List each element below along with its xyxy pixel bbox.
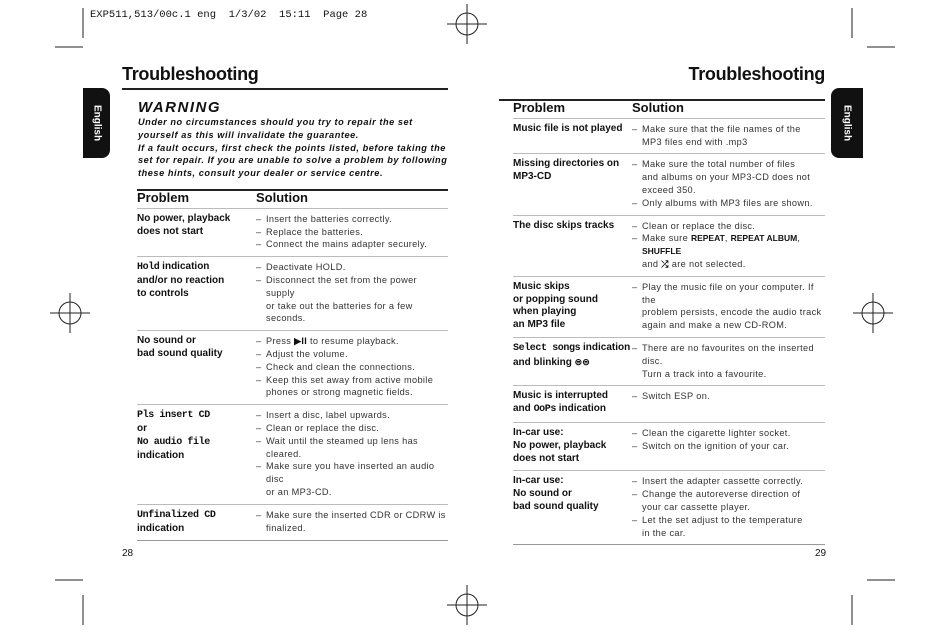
solution-item	[632, 158, 825, 196]
problem-cell	[137, 409, 256, 499]
problem-line	[513, 220, 632, 233]
table-header	[513, 101, 825, 118]
title-rule-left	[122, 88, 448, 90]
solution-line: Switch ESP on.	[642, 391, 711, 402]
solution-line: Turn a track into a favourite.	[642, 368, 767, 379]
text-segment: and/or no reaction	[137, 274, 225, 286]
table-header	[137, 191, 448, 208]
language-tab-right	[831, 88, 863, 158]
solution-item	[256, 422, 448, 435]
language-tab-left	[83, 88, 110, 158]
page-title-left: Troubleshooting	[122, 64, 259, 84]
text-segment: does not start	[513, 452, 580, 464]
table-row	[513, 215, 825, 276]
text-segment: ,	[797, 233, 801, 244]
solution-cell	[632, 390, 825, 417]
dash-bullet: –	[256, 461, 262, 472]
solution-item	[256, 261, 448, 274]
display-text: Hold	[137, 262, 160, 274]
problem-cell	[513, 390, 632, 417]
dash-bullet: –	[632, 489, 638, 500]
table-row	[137, 256, 448, 330]
solution-item	[632, 123, 825, 149]
solution-item	[256, 509, 448, 535]
solution-line: Connect the mains adapter securely.	[266, 239, 428, 250]
page-title-right: Troubleshooting	[688, 64, 825, 84]
text-segment: to controls	[137, 287, 189, 299]
solution-line: Play the music file on your computer. If the	[642, 281, 814, 305]
header-problem-label: Problem	[137, 190, 190, 205]
problem-line	[513, 319, 632, 332]
problem-line	[137, 450, 256, 463]
table-row	[513, 118, 825, 154]
text-segment: No power, playback	[137, 212, 231, 224]
solution-line: Clean the cigarette lighter socket.	[642, 427, 791, 438]
dash-bullet: –	[632, 342, 638, 353]
text-segment: In-car use:	[513, 475, 564, 487]
display-text: Unfinalized CD	[137, 509, 216, 521]
text-segment: Music file is not played	[513, 122, 623, 134]
dash-bullet: –	[256, 262, 262, 273]
solution-item	[256, 374, 448, 400]
problem-cell	[513, 427, 632, 465]
text-segment: are not selected.	[668, 258, 746, 269]
problem-cell	[513, 281, 632, 332]
table-rule-extension	[499, 99, 513, 101]
header-solution-label: Solution	[256, 190, 308, 205]
solution-item	[632, 440, 825, 453]
solution-line: Only albums with MP3 files are shown.	[642, 197, 813, 208]
solution-item	[632, 220, 825, 233]
table-row	[137, 330, 448, 404]
dash-bullet: –	[632, 197, 638, 208]
solution-item	[632, 197, 825, 210]
text-segment: indication	[137, 449, 185, 461]
problem-line	[137, 335, 256, 348]
header-problem	[137, 192, 256, 205]
troubleshooting-table-left	[137, 189, 448, 541]
solution-line: Switch on the ignition of your car.	[642, 440, 790, 451]
solution-line: Insert a disc, label upwards.	[266, 410, 391, 421]
solution-line: or an MP3-CD.	[266, 486, 332, 497]
problem-line	[137, 275, 256, 288]
text-segment: bad sound quality	[137, 347, 223, 359]
problem-line	[513, 306, 632, 319]
solution-line: Replace the batteries.	[266, 226, 364, 237]
dash-bullet: –	[256, 226, 262, 237]
solution-line	[642, 258, 825, 271]
language-tab-label: English	[841, 104, 853, 142]
solution-item	[256, 460, 448, 498]
text-segment: In-car use:	[513, 426, 564, 438]
solution-line: Make sure the total number of files	[642, 159, 796, 170]
page-number-left: 28	[122, 548, 134, 559]
text-segment: ,	[724, 233, 731, 244]
solution-cell	[256, 509, 448, 536]
solution-cell	[632, 123, 825, 149]
text-segment: Music skips	[513, 280, 570, 292]
solution-line: Make sure the inserted CDR or CDRW is	[266, 509, 446, 520]
play-pause-icon: ▶II	[294, 336, 308, 347]
problem-line	[137, 348, 256, 361]
solution-item	[256, 213, 448, 226]
solution-item	[256, 361, 448, 374]
header-solution	[632, 102, 825, 115]
problem-line	[137, 261, 256, 275]
problem-line	[513, 501, 632, 514]
problem-line	[137, 213, 256, 226]
solution-line: There are no favourites on the inserted disc.	[642, 342, 814, 366]
problem-cell	[137, 213, 256, 251]
problem-line	[137, 436, 256, 450]
problem-line	[513, 171, 632, 184]
table-row	[513, 470, 825, 545]
solution-item	[256, 226, 448, 239]
problem-line	[513, 390, 632, 403]
problem-line	[513, 294, 632, 307]
solution-item	[632, 232, 825, 270]
problem-cell	[513, 220, 632, 271]
text-segment: Missing directories on	[513, 158, 620, 170]
problem-line	[513, 475, 632, 488]
problem-line	[513, 342, 632, 356]
solution-item	[256, 335, 448, 348]
solution-line: Clean or replace the disc.	[266, 422, 380, 433]
solution-item	[632, 390, 825, 403]
text-segment: No sound or	[137, 335, 196, 347]
solution-line: Make sure that the file names of the	[642, 123, 801, 134]
solution-line: Check and clean the connections.	[266, 361, 416, 372]
solution-cell	[632, 281, 825, 332]
solution-line	[642, 232, 825, 258]
dash-bullet: –	[632, 476, 638, 487]
dash-bullet: –	[256, 239, 262, 250]
text-segment: No sound or	[513, 488, 572, 500]
solution-line: MP3 files end with .mp3	[642, 136, 748, 147]
problem-cell	[513, 158, 632, 209]
text-segment: Make sure	[642, 233, 691, 244]
problem-cell	[137, 335, 256, 399]
favourite-icon: ⊜⊜	[574, 356, 590, 367]
dash-bullet: –	[256, 422, 262, 433]
text-segment: indication	[580, 341, 631, 353]
text-segment: and	[642, 258, 662, 269]
warning-text: If a fault occurs, first check the points listed, before taking the set for repair. If you are unable to solve a problem by following these hints, consult your dealer or service centre.	[138, 142, 448, 179]
language-tab-label: English	[91, 104, 102, 142]
warning-text: Under no circumstances should you try to repair the set yourself as this will invalidate the guarantee.	[138, 117, 413, 140]
table-row	[137, 208, 448, 256]
text-segment: and blinking	[513, 356, 575, 368]
solution-item	[632, 475, 825, 488]
page-number-right: 29	[815, 548, 827, 559]
problem-cell	[137, 509, 256, 536]
dash-bullet: –	[256, 336, 262, 347]
problem-line	[513, 158, 632, 171]
text-segment: No power, playback	[513, 439, 607, 451]
text-segment: does not start	[137, 225, 204, 237]
problem-line	[137, 509, 256, 523]
text-segment: Press	[266, 336, 295, 347]
header-problem-label: Problem	[513, 100, 566, 115]
problem-line	[513, 123, 632, 136]
header-problem	[513, 102, 632, 115]
solution-item	[256, 435, 448, 461]
solution-line: Insert the adapter cassette correctly.	[642, 476, 804, 487]
text-segment: REPEAT	[690, 233, 725, 244]
problem-line	[513, 440, 632, 453]
solution-line: finalized.	[266, 522, 306, 533]
dash-bullet: –	[256, 509, 262, 520]
solution-line: Disconnect the set from the power supply	[266, 274, 417, 298]
text-segment: MP3-CD	[513, 171, 552, 183]
problem-cell	[513, 475, 632, 539]
solution-cell	[256, 213, 448, 251]
solution-line: Clean or replace the disc.	[642, 220, 756, 231]
solution-line	[266, 335, 448, 348]
shuffle-mode-icon: ⤮	[661, 258, 669, 269]
problem-line	[513, 281, 632, 294]
solution-cell	[632, 158, 825, 209]
dash-bullet: –	[632, 440, 638, 451]
solution-line: exceed 350.	[642, 184, 696, 195]
solution-line: Keep this set away from active mobile	[266, 374, 434, 385]
solution-line: in the car.	[642, 527, 686, 538]
warning-heading: WARNING	[138, 99, 221, 116]
problem-line	[137, 226, 256, 239]
solution-line: or take out the batteries for a few seconds.	[266, 300, 413, 324]
solution-line: Adjust the volume.	[266, 348, 348, 359]
problem-line	[137, 288, 256, 301]
solution-item	[256, 274, 448, 325]
dash-bullet: –	[632, 220, 638, 231]
solution-line: and albums on your MP3-CD does not	[642, 172, 811, 183]
text-segment: or	[137, 422, 147, 434]
text-segment: and	[513, 403, 534, 415]
text-segment: REPEAT ALBUM	[730, 233, 798, 244]
solution-cell	[256, 261, 448, 325]
text-segment: indication	[137, 522, 185, 534]
table-row	[513, 153, 825, 214]
solution-item	[632, 488, 825, 514]
solution-item	[632, 427, 825, 440]
solution-item	[256, 409, 448, 422]
dash-bullet: –	[256, 374, 262, 385]
problem-line	[513, 453, 632, 466]
problem-line	[513, 427, 632, 440]
dash-bullet: –	[632, 391, 638, 402]
problem-cell	[513, 123, 632, 149]
problem-cell	[137, 261, 256, 325]
solution-line: again and make a new CD-ROM.	[642, 320, 788, 331]
troubleshooting-table-right	[513, 99, 825, 545]
solution-line: phones or strong magnetic fields.	[266, 387, 413, 398]
solution-line: Wait until the steamed up lens has cleared.	[266, 435, 418, 459]
text-segment: when playing	[513, 306, 577, 318]
table-row	[137, 404, 448, 504]
solution-cell	[632, 220, 825, 271]
dash-bullet: –	[256, 435, 262, 446]
solution-line: Change the autoreverse direction of	[642, 489, 801, 500]
dash-bullet: –	[632, 159, 638, 170]
text-segment: to resume playback.	[307, 336, 399, 347]
dash-bullet: –	[632, 514, 638, 525]
text-segment: or popping sound	[513, 293, 598, 305]
solution-cell	[256, 409, 448, 499]
print-slug: EXP511,513/00c.1 eng 1/3/02 15:11 Page 28	[90, 9, 368, 21]
warning-box	[138, 99, 448, 180]
text-segment: Music is interrupted	[513, 390, 609, 402]
table-row	[513, 276, 825, 337]
table-row	[137, 504, 448, 542]
text-segment: The disc skips tracks	[513, 219, 615, 231]
dash-bullet: –	[632, 427, 638, 438]
dash-bullet: –	[632, 281, 638, 292]
problem-line	[513, 488, 632, 501]
solution-item	[632, 342, 825, 380]
dash-bullet: –	[632, 123, 638, 134]
solution-item	[632, 281, 825, 332]
solution-cell	[632, 427, 825, 465]
dash-bullet: –	[256, 361, 262, 372]
solution-line: your car cassette player.	[642, 501, 751, 512]
text-segment: an MP3 file	[513, 319, 566, 331]
problem-line	[513, 403, 632, 417]
dash-bullet: –	[632, 233, 638, 244]
text-segment: bad sound quality	[513, 500, 599, 512]
display-text: Select songs	[513, 342, 581, 354]
table-row	[513, 337, 825, 385]
display-text: Pls insert CD	[137, 410, 210, 422]
header-solution	[256, 192, 448, 205]
solution-line: problem persists, encode the audio track	[642, 307, 822, 318]
text-segment: indication	[555, 403, 606, 415]
table-row	[513, 385, 825, 422]
header-solution-label: Solution	[632, 100, 684, 115]
table-row	[513, 422, 825, 470]
display-text: OoPs	[533, 404, 556, 416]
text-segment: SHUFFLE	[642, 246, 682, 257]
solution-cell	[256, 335, 448, 399]
problem-line	[137, 523, 256, 536]
solution-cell	[632, 475, 825, 539]
solution-item	[632, 514, 825, 540]
dash-bullet: –	[256, 348, 262, 359]
problem-line	[137, 423, 256, 436]
display-text: No audio file	[137, 436, 210, 448]
solution-line: Make sure you have inserted an audio disc	[266, 461, 435, 485]
dash-bullet: –	[256, 213, 262, 224]
solution-line: Deactivate HOLD.	[266, 262, 346, 273]
solution-line: Let the set adjust to the temperature	[642, 514, 803, 525]
problem-line	[137, 409, 256, 423]
solution-line: Insert the batteries correctly.	[266, 213, 393, 224]
solution-cell	[632, 342, 825, 380]
dash-bullet: –	[256, 274, 262, 285]
problem-line	[513, 356, 632, 370]
dash-bullet: –	[256, 410, 262, 421]
text-segment: indication	[159, 261, 210, 273]
solution-item	[256, 348, 448, 361]
problem-cell	[513, 342, 632, 380]
solution-item	[256, 238, 448, 251]
